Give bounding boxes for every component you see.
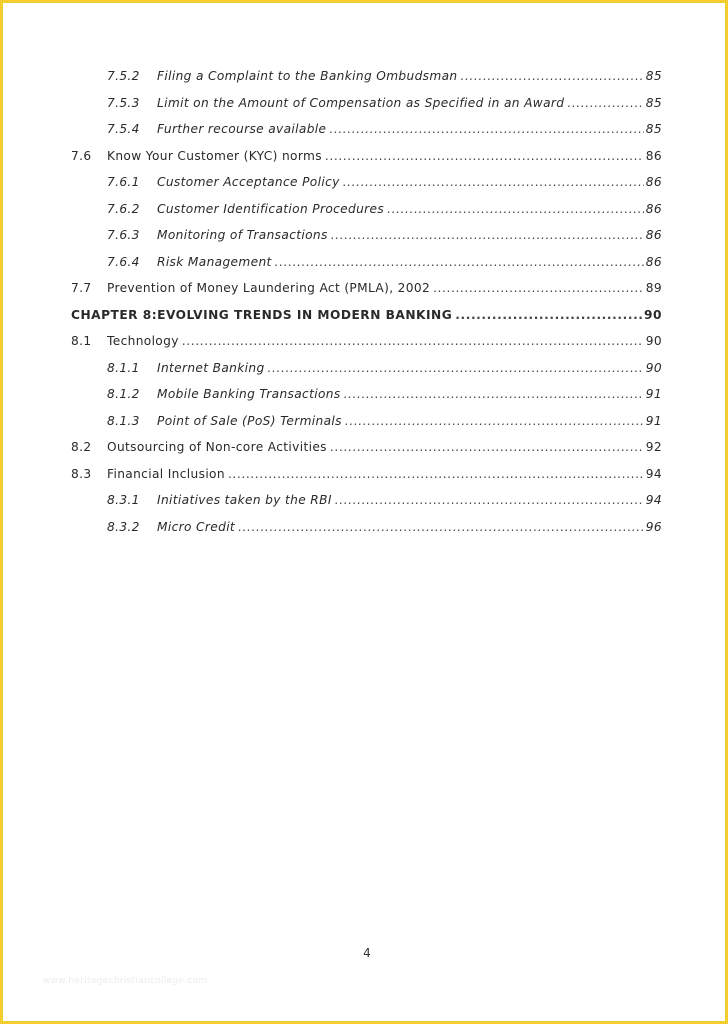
toc-entry-title: Financial Inclusion (107, 466, 225, 481)
toc-entry[interactable] (71, 96, 662, 123)
toc-entry-page: 90 (645, 334, 662, 348)
dot-leader (345, 414, 644, 428)
dot-leader (567, 96, 643, 110)
toc-entry-number: 7.5.3 (107, 95, 140, 110)
dot-leader (238, 520, 644, 534)
toc-entry-title: EVOLVING TRENDS IN MODERN BANKING (157, 307, 453, 322)
dot-leader (182, 334, 644, 348)
toc-entry-number: 8.1.3 (107, 413, 140, 428)
toc-entry-title: Outsourcing of Non-core Activities (107, 440, 327, 454)
toc-entry-number: 7.5.4 (107, 122, 140, 136)
toc-entry-number: 7.6.3 (107, 228, 140, 242)
toc-entry-page: 86 (645, 148, 662, 163)
toc-entry[interactable] (71, 228, 662, 255)
toc-entry-title: Filing a Complaint to the Banking Ombudsman (157, 69, 458, 83)
dot-leader (330, 440, 644, 454)
toc-entry-title: Mobile Banking Transactions (157, 387, 341, 401)
toc-entry-number: 8.2 (71, 440, 92, 454)
toc-entry[interactable] (71, 414, 662, 441)
toc-entry-page: 85 (645, 95, 662, 110)
dot-leader (268, 361, 644, 375)
dot-leader (331, 228, 644, 242)
dot-leader (275, 255, 644, 269)
toc-entry-number: 8.1.2 (107, 387, 140, 401)
toc-entry-title: Internet Banking (157, 360, 265, 375)
toc-entry-page: 89 (645, 281, 662, 295)
toc-entry-number: 7.6 (71, 148, 92, 163)
toc-entry-page: 85 (645, 69, 662, 83)
toc-entry-title: Know Your Customer (KYC) norms (107, 148, 322, 163)
toc-entry-number: 8.3.2 (107, 519, 140, 534)
toc-entry[interactable] (71, 520, 662, 547)
table-of-contents (71, 69, 662, 546)
toc-entry-page: 96 (645, 519, 662, 534)
toc-entry-page: 86 (645, 175, 662, 189)
toc-entry-number: 8.1 (71, 334, 92, 348)
toc-entry-page: 94 (645, 493, 662, 507)
page-number: 4 (363, 946, 371, 960)
dot-leader (344, 387, 644, 401)
toc-entry-page: 86 (645, 228, 662, 242)
toc-entry-page: 86 (645, 201, 662, 216)
toc-entry-page: 86 (645, 254, 662, 269)
toc-entry-page: 85 (645, 122, 662, 136)
toc-entry-title: Further recourse available (157, 122, 327, 136)
toc-entry-number: 7.6.2 (107, 201, 140, 216)
dot-leader (325, 149, 644, 163)
toc-entry-page: 92 (645, 440, 662, 454)
toc-entry-number: 7.7 (71, 281, 92, 295)
toc-entry-number: 7.6.1 (107, 175, 140, 189)
toc-entry-number: 7.5.2 (107, 69, 140, 83)
toc-entry-title: Monitoring of Transactions (157, 228, 328, 242)
toc-entry-title: Limit on the Amount of Compensation as Specified in an Award (157, 95, 565, 110)
dot-leader (460, 69, 643, 83)
toc-entry[interactable] (71, 334, 662, 361)
toc-entry[interactable] (71, 175, 662, 202)
toc-entry[interactable] (71, 361, 662, 388)
toc-entry-title: Risk Management (157, 254, 272, 269)
toc-entry-page: 90 (645, 360, 662, 375)
toc-entry-number: 7.6.4 (107, 254, 140, 269)
toc-chapter-heading[interactable] (71, 308, 662, 335)
toc-entry-title: Customer Acceptance Policy (157, 175, 340, 189)
toc-entry-page: 90 (644, 307, 662, 322)
dot-leader (335, 493, 644, 507)
dot-leader (329, 122, 643, 136)
watermark: www.heritagechristiancollege.com (43, 976, 208, 986)
toc-entry-number: 8.1.1 (107, 360, 140, 375)
toc-entry-number: 8.3 (71, 466, 92, 481)
toc-entry-title: Customer Identification Procedures (157, 201, 385, 216)
toc-entry-number: CHAPTER 8: (71, 307, 158, 322)
toc-entry-title: Point of Sale (PoS) Terminals (157, 413, 342, 428)
toc-entry[interactable] (71, 202, 662, 229)
toc-entry[interactable] (71, 387, 662, 414)
dot-leader (455, 308, 642, 322)
toc-entry[interactable] (71, 122, 662, 149)
toc-entry-page: 91 (645, 413, 662, 428)
dot-leader (433, 281, 644, 295)
toc-entry-page: 94 (645, 466, 662, 481)
toc-entry-title: Micro Credit (157, 519, 236, 534)
toc-entry-title: Prevention of Money Laundering Act (PMLA), 2002 (107, 281, 431, 295)
toc-entry[interactable] (71, 493, 662, 520)
toc-entry[interactable] (71, 440, 662, 467)
toc-entry-title: Initiatives taken by the RBI (157, 493, 332, 507)
toc-entry[interactable] (71, 69, 662, 96)
dot-leader (343, 175, 644, 189)
toc-entry-page: 91 (645, 387, 662, 401)
dot-leader (387, 202, 644, 216)
dot-leader (228, 467, 644, 481)
toc-entry[interactable] (71, 255, 662, 282)
toc-entry[interactable] (71, 281, 662, 308)
toc-entry-title: Technology (107, 334, 179, 348)
toc-entry[interactable] (71, 149, 662, 176)
toc-entry-number: 8.3.1 (107, 493, 140, 507)
toc-entry[interactable] (71, 467, 662, 494)
